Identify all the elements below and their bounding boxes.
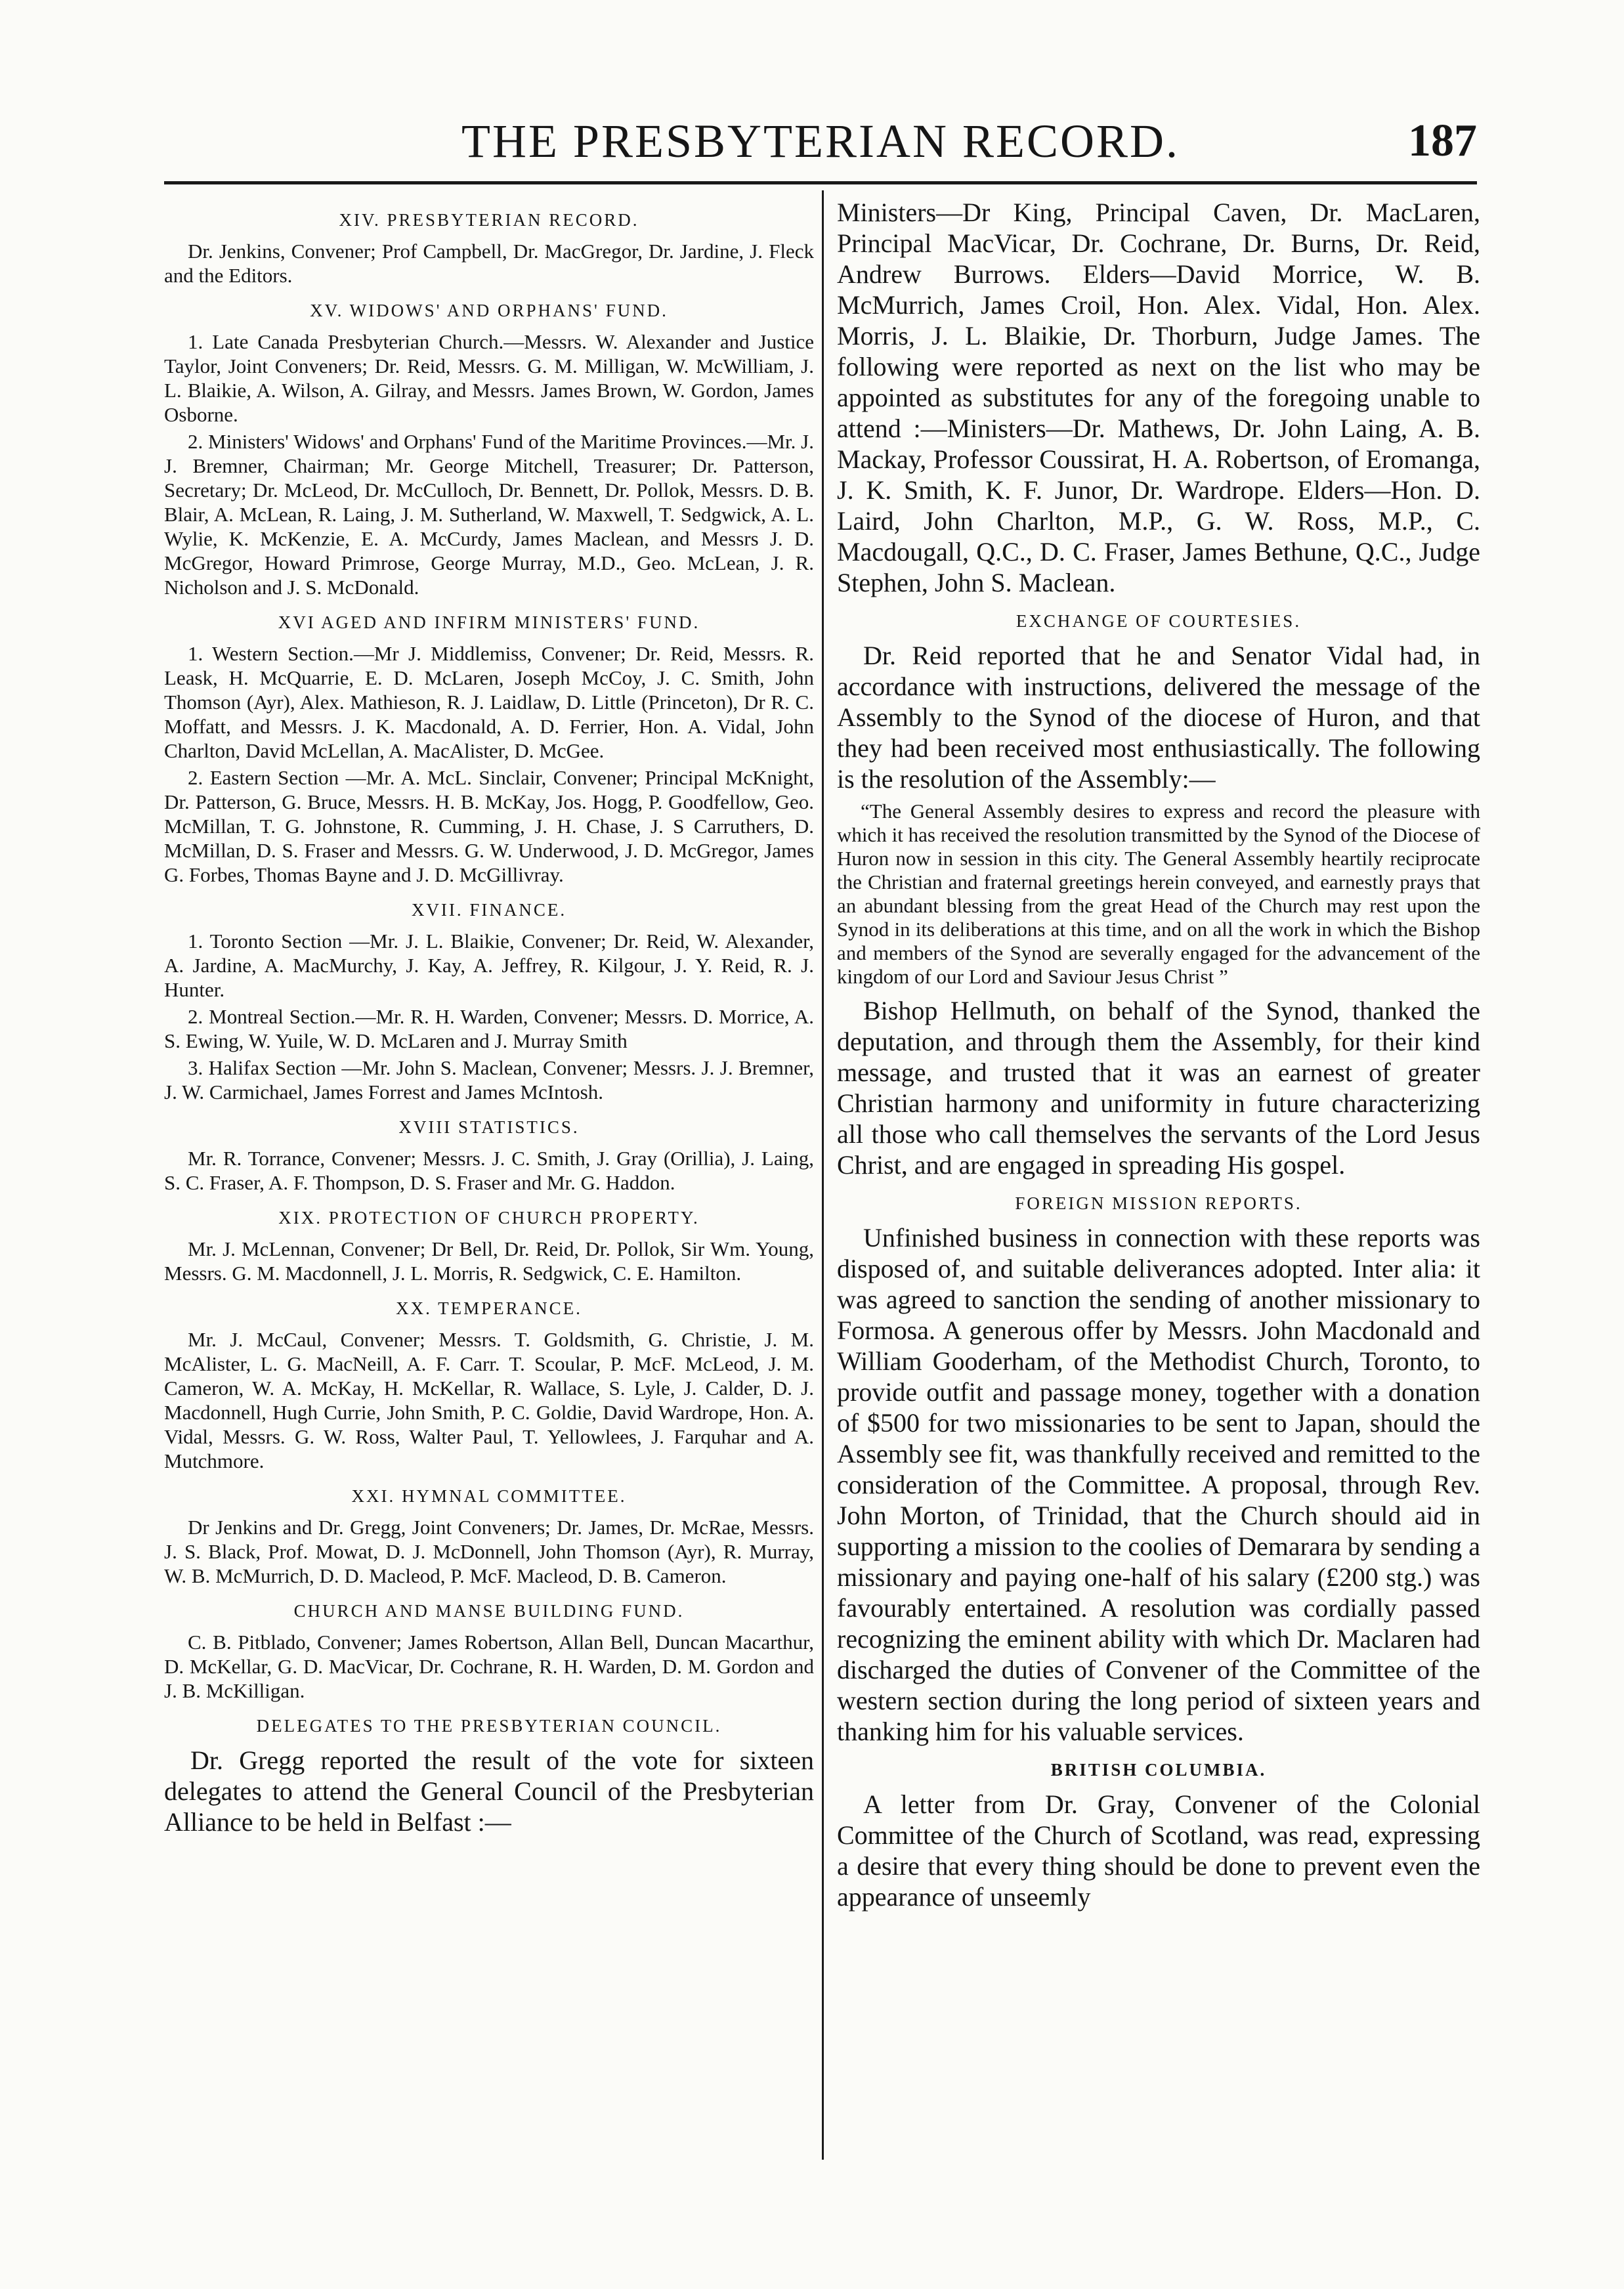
header-rule — [164, 181, 1477, 184]
right-column — [837, 197, 1480, 2153]
section-paragraph: Mr. J. McCaul, Convener; Messrs. T. Goldsmith, G. Christie, J. M. McAlister, L. G. MacNeill, A. F. Carr. T. Scoular, P. McF. McLeod, J. M. Cameron, W. A. McKay, H. McKellar, R. Wallace, S. Lyle, J. Calder, D. J. Macdonnell, Hugh Currie, John Smith, P. C. Goldie, David Wardrope, Hon. A. Vidal, Messrs. G. W. Ross, Walter Paul, T. Yellowlees, J. Farquhar and A. Mutchmore. — [164, 1328, 814, 1472]
section-heading: BRITISH COLUMBIA. — [1050, 1760, 1267, 1780]
section-paragraph: 2. Montreal Section.—Mr. R. H. Warden, Convener; Messrs. D. Morrice, A. S. Ewing, W. Yuile, W. D. McLaren and J. Murray Smith — [164, 1005, 814, 1052]
left-column — [164, 197, 814, 2153]
section-paragraph: 2. Ministers' Widows' and Orphans' Fund of the Maritime Provinces.—Mr. J. J. Bremner, Chairman; Mr. George Mitchell, Treasurer; Dr. Patterson, Secretary; Dr. McLeod, Dr. McCulloch, Dr. Bennett, Dr. Pollok, Messrs. D. B. Blair, A. McLean, R. Laing, J. M. Sutherland, W. Maxwell, T. Sedgwick, A. L. Wylie, K. McKenzie, E. A. McCurdy, James Maclean, and Messrs J. D. McGregor, Howard Primrose, George Murray, M.D., Geo. McLean, J. R. Nicholson and J. S. McDonald. — [164, 430, 814, 599]
section-paragraph: 1. Late Canada Presbyterian Church.—Messrs. W. Alexander and Justice Taylor, Joint Conveners; Dr. Reid, Messrs. G. M. Milligan, W. McWilliam, J. L. Blaikie, A. Wilson, A. Gilray, and Messrs. James Brown, W. Gordon, James Osborne. — [164, 330, 814, 426]
delegates-list: Ministers—Dr King, Principal Caven, Dr. MacLaren, Principal MacVicar, Dr. Cochrane, Dr. Burns, Dr. Reid, Andrew Burrows. Elders—David Morrice, W. B. McMurrich, James Croil, Hon. Alex. Vidal, Hon. Alex. Morris, J. L. Blaikie, Dr. Thorburn, Judge James. The following were reported as next on the list who may be appointed as substitutes for any of the foregoing unable to attend :—Ministers—Dr. Mathews, Dr. John Laing, A. B. Mackay, Professor Coussirat, H. A. Robertson, of Eromanga, J. K. Smith, K. F. Junor, Dr. Wardrope. Elders—Hon. D. Laird, John Charlton, M.P., G. W. Ross, M.P., C. Macdougall, Q.C., D. C. Fraser, James Bethune, Q.C., Judge Stephen, John S. Maclean. — [837, 198, 1480, 597]
section-heading: FOREIGN MISSION REPORTS. — [1015, 1193, 1302, 1213]
section-presbyterian-record — [164, 209, 814, 288]
section-heading: XIX. PROTECTION OF CHURCH PROPERTY. — [278, 1208, 700, 1228]
section-paragraph: A letter from Dr. Gray, Convener of the Colonial Committee of the Church of Scotland, was read, expressing a desire that every thing should be done to prevent even the appearance of unseemly — [837, 1789, 1480, 1912]
section-paragraph: 1. Western Section.—Mr J. Middlemiss, Convener; Dr. Reid, Messrs. R. Leask, H. McQuarrie, E. D. McLaren, Joseph McCoy, J. C. Smith, John Thomson (Ayr), Alex. Mathieson, R. J. Laidlaw, D. Little (Princeton), Dr R. C. Moffatt, and Messrs. J. K. Macdonald, A. D. Ferrier, Hon. A. Vidal, John Charlton, David McLellan, A. MacAlister, D. McGee. — [164, 642, 814, 762]
section-heading: XV. WIDOWS' AND ORPHANS' FUND. — [310, 301, 668, 320]
section-british-columbia — [837, 1759, 1480, 1912]
section-statistics — [164, 1116, 814, 1195]
section-heading: EXCHANGE OF COURTESIES. — [1015, 611, 1302, 631]
section-church-manse-fund — [164, 1600, 814, 1703]
section-paragraph: 1. Toronto Section —Mr. J. L. Blaikie, Convener; Dr. Reid, W. Alexander, A. Jardine, A. MacMurchy, J. Kay, A. Jeffrey, R. Kilgour, J. Y. Reid, R. J. Hunter. — [164, 930, 814, 1001]
section-paragraph: 2. Eastern Section —Mr. A. McL. Sinclair, Convener; Principal McKnight, Dr. Patterson, G. Bruce, Messrs. H. B. McKay, Jos. Hogg, P. Goodfellow, Geo. McMillan, T. G. Johnstone, R. Cumming, J. H. Chase, J. S Carruthers, D. McMillan, D. S. Fraser and Messrs. G. W. Underwood, J. D. McGregor, James G. Forbes, Thomas Bayne and J. D. McGillivray. — [164, 766, 814, 886]
running-title: THE PRESBYTERIAN RECORD. — [461, 115, 1180, 167]
section-paragraph: Mr. R. Torrance, Convener; Messrs. J. C. Smith, J. Gray (Orillia), J. Laing, S. C. Fraser, A. F. Thompson, D. S. Fraser and Mr. G. Haddon. — [164, 1147, 814, 1194]
section-paragraph: Mr. J. McLennan, Convener; Dr Bell, Dr. Reid, Dr. Pollok, Sir Wm. Young, Messrs. G. M. Macdonnell, J. L. Morris, R. Sedgwick, C. E. Hamilton. — [164, 1237, 814, 1285]
section-paragraph: Dr. Reid reported that he and Senator Vidal had, in accordance with instructions, delivered the message of the Assembly to the Synod of the diocese of Huron, and that they had been received most enthusiastically. The following is the resolution of the Assembly:— — [837, 641, 1480, 794]
section-finance — [164, 899, 814, 1104]
section-heading: XXI. HYMNAL COMMITTEE. — [351, 1486, 627, 1506]
section-paragraph: C. B. Pitblado, Convener; James Robertson, Allan Bell, Duncan Macarthur, D. McKellar, G. D. MacVicar, Dr. Cochrane, R. H. Warden, D. M. Gordon and J. B. McKilligan. — [164, 1631, 814, 1702]
section-heading: XX. TEMPERANCE. — [396, 1298, 582, 1318]
section-paragraph: Bishop Hellmuth, on behalf of the Synod, thanked the deputation, and through them the Assembly, for their kind message, and trusted that it was an earnest of greater Christian harmony and uniformity in future characterizing all those who call themselves the servants of the Lord Jesus Christ, and are engaged in spreading His gospel. — [837, 996, 1480, 1180]
section-paragraph: Dr. Gregg reported the result of the vote for sixteen delegates to attend the General Council of the Presbyterian Alliance to be held in Belfast :— — [164, 1745, 814, 1837]
section-foreign-mission — [837, 1192, 1480, 1747]
page-header — [164, 105, 1477, 177]
section-aged-infirm-fund — [164, 611, 814, 887]
section-heading: XVIII STATISTICS. — [398, 1117, 580, 1137]
section-paragraph: Dr. Jenkins, Convener; Prof Campbell, Dr. MacGregor, Dr. Jardine, J. Fleck and the Editors. — [164, 240, 814, 287]
section-council-delegates — [164, 1715, 814, 1837]
section-widows-orphans-fund — [164, 299, 814, 599]
section-heading: XIV. PRESBYTERIAN RECORD. — [339, 210, 639, 230]
section-temperance — [164, 1297, 814, 1473]
section-heading: DELEGATES TO THE PRESBYTERIAN COUNCIL. — [256, 1716, 722, 1736]
column-divider — [822, 190, 824, 2160]
section-paragraph: 3. Halifax Section —Mr. John S. Maclean, Convener; Messrs. J. J. Bremner, J. W. Carmichael, James Forrest and James McIntosh. — [164, 1056, 814, 1103]
page-number: 187 — [1408, 116, 1477, 166]
section-hymnal-committee — [164, 1485, 814, 1588]
section-exchange-courtesies — [837, 610, 1480, 1180]
section-heading: XVII. FINANCE. — [411, 900, 567, 920]
section-church-property — [164, 1207, 814, 1285]
section-heading: CHURCH AND MANSE BUILDING FUND. — [293, 1601, 685, 1621]
section-heading: XVI AGED AND INFIRM MINISTERS' FUND. — [278, 612, 700, 632]
resolution-quote: “The General Assembly desires to express and record the pleasure with which it has received the resolution transmitted by the Synod of the Diocese of Huron now in session in this city. The General Assembly heartily reciprocate the Christian and fraternal greetings herein conveyed, and earnestly prays that an abundant blessing from the great Head of the Church may rest upon the Synod in its deliberations at this time, and on all the work in which the Bishop and members of the Synod are severally engaged for the advancement of the kingdom of our Lord and Saviour Jesus Christ ” — [837, 800, 1480, 988]
section-paragraph: Unfinished business in connection with these reports was disposed of, and suitable deliverances adopted. Inter alia: it was agreed to sanction the sending of another missionary to Formosa. A generous offer by Messrs. John Macdonald and William Gooderham, of the Methodist Church, Toronto, to provide outfit and passage money, together with a donation of $500 for two missionaries to be sent to Japan, should the Assembly see fit, was thankfully received and remitted to the consideration of the Committee. A proposal, through Rev. John Morton, of Trinidad, that the Church should aid in supporting a mission to the coolies of Demarara by sending a missionary and paying one-half of his salary (£200 stg.) was favourably entertained. A resolution was cordially passed recognizing the eminent ability with which Dr. Maclaren had discharged the duties of Convener of the Committee of the western section during the long period of sixteen years and thanking him for his valuable services. — [837, 1223, 1480, 1746]
section-paragraph: Dr Jenkins and Dr. Gregg, Joint Conveners; Dr. James, Dr. McRae, Messrs. J. S. Black, Prof. Mowat, D. J. McDonnell, John Thomson (Ayr), R. Murray, W. B. McMurrich, D. D. Macleod, P. McF. Macleod, D. B. Cameron. — [164, 1516, 814, 1587]
